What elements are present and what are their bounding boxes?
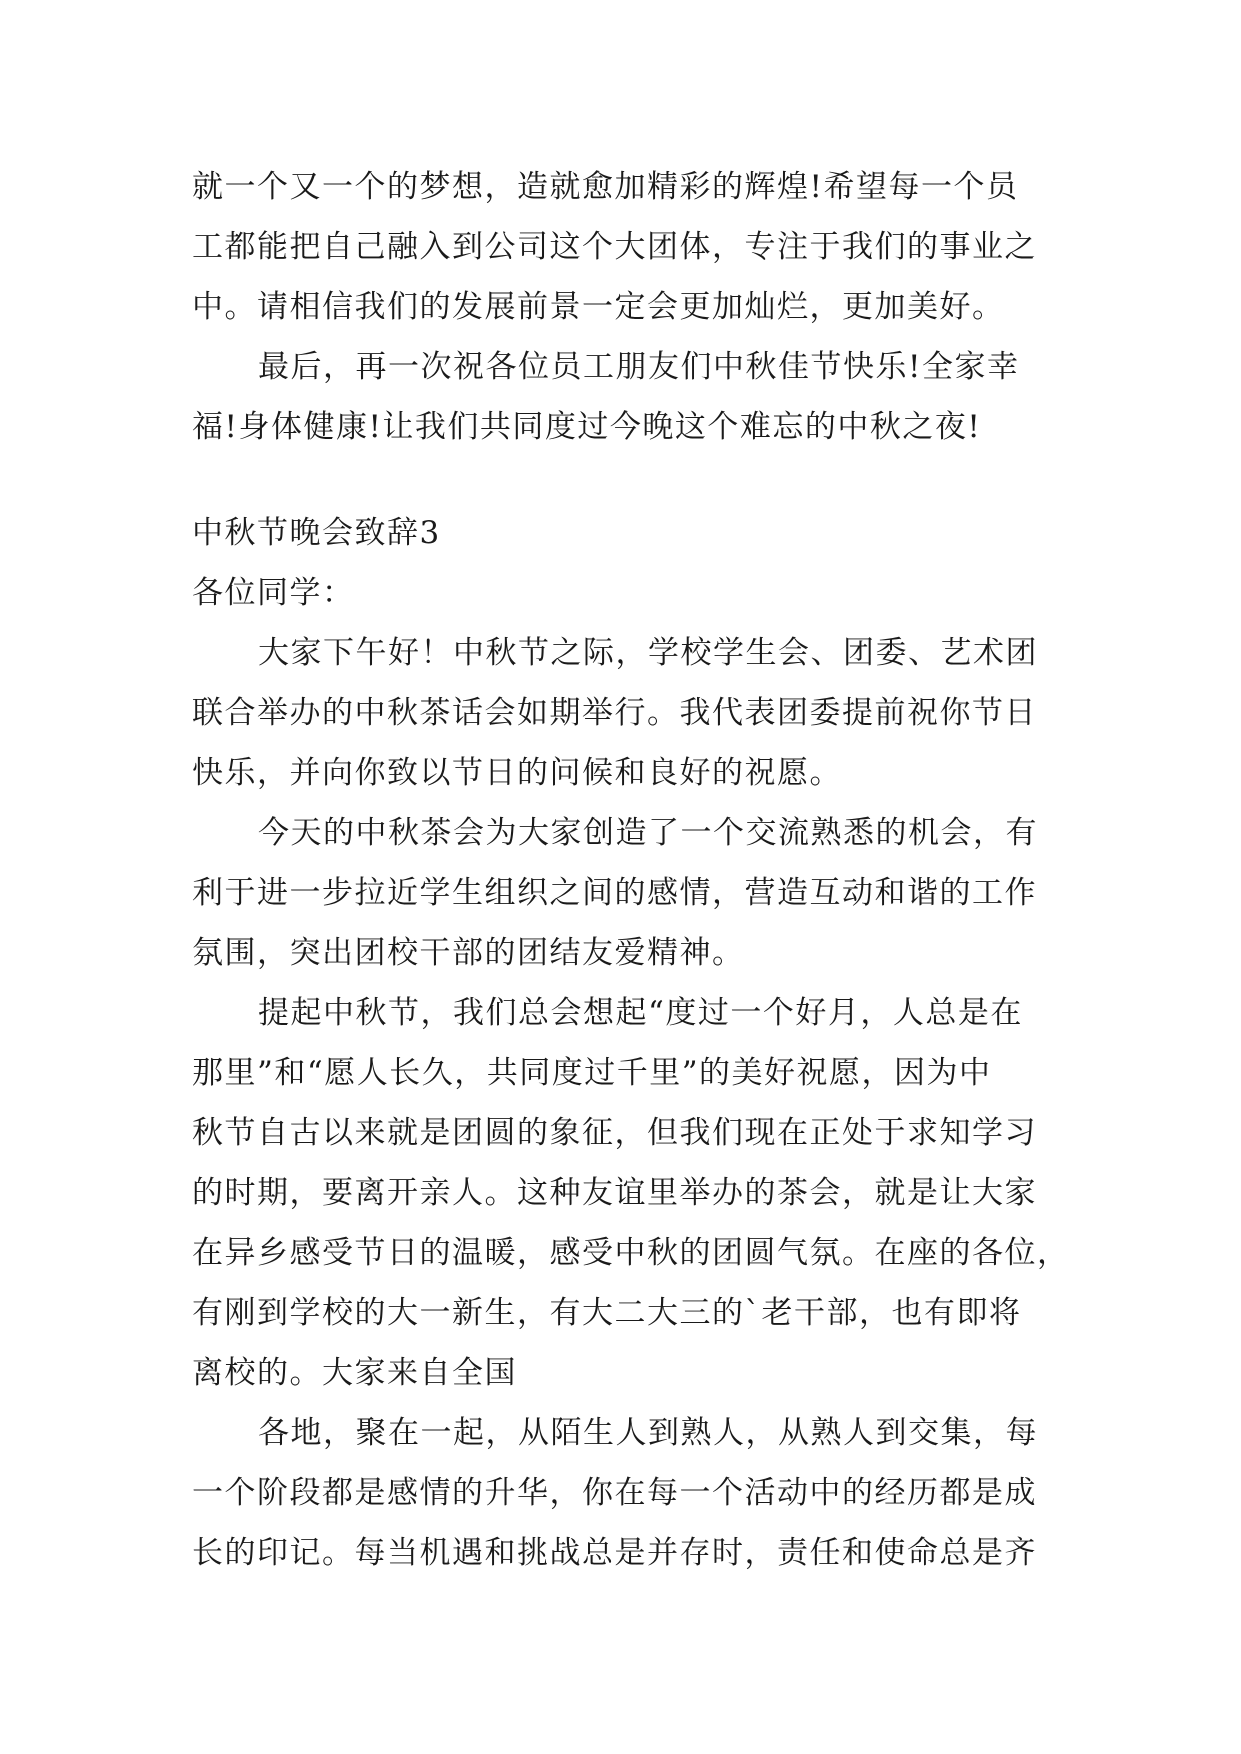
body-text-line: 工都能把自己融入到公司这个大团体，专注于我们的事业之 bbox=[192, 229, 1037, 265]
body-text-line: 有刚到学校的大一新生，有大二大三的`老干部，也有即将 bbox=[192, 1295, 1022, 1331]
body-text-line: 秋节自古以来就是团圆的象征，但我们现在正处于求知学习 bbox=[192, 1115, 1037, 1151]
body-text-line: 福!身体健康!让我们共同度过今晚这个难忘的中秋之夜! bbox=[192, 409, 982, 445]
salutation: 各位同学： bbox=[192, 575, 355, 611]
body-text-line: 的时期，要离开亲人。这种友谊里举办的茶会，就是让大家 bbox=[192, 1175, 1037, 1211]
paragraph-start-line: 最后，再一次祝各位员工朋友们中秋佳节快乐!全家幸 bbox=[258, 349, 1020, 385]
body-text-line: 长的印记。每当机遇和挑战总是并存时，责任和使命总是齐 bbox=[192, 1535, 1037, 1571]
paragraph-start-line: 各地，聚在一起，从陌生人到熟人，从熟人到交集，每 bbox=[258, 1415, 1038, 1451]
paragraph-start-line: 今天的中秋茶会为大家创造了一个交流熟悉的机会，有 bbox=[258, 815, 1038, 851]
body-text-line: 一个阶段都是感情的升华，你在每一个活动中的经历都是成 bbox=[192, 1475, 1037, 1511]
body-text-line: 中。请相信我们的发展前景一定会更加灿烂，更加美好。 bbox=[192, 289, 1005, 325]
body-text-line: 离校的。大家来自全国 bbox=[192, 1355, 517, 1391]
body-text-line: 利于进一步拉近学生组织之间的感情，营造互动和谐的工作 bbox=[192, 875, 1037, 911]
body-text-line: 就一个又一个的梦想，造就愈加精彩的辉煌!希望每一个员 bbox=[192, 169, 1019, 205]
paragraph-start-line: 大家下午好！中秋节之际，学校学生会、团委、艺术团 bbox=[258, 635, 1038, 671]
body-text-line: 联合举办的中秋茶话会如期举行。我代表团委提前祝你节日 bbox=[192, 695, 1037, 731]
section-heading: 中秋节晚会致辞3 bbox=[192, 515, 441, 551]
body-text-line: 那里”和“愿人长久，共同度过千里”的美好祝愿，因为中 bbox=[192, 1055, 992, 1091]
body-text-line: 氛围，突出团校干部的团结友爱精神。 bbox=[192, 935, 745, 971]
body-text-line: 快乐，并向你致以节日的问候和良好的祝愿。 bbox=[192, 755, 842, 791]
body-text-line: 在异乡感受节日的温暖，感受中秋的团圆气氛。在座的各位， bbox=[192, 1235, 1070, 1271]
paragraph-start-line: 提起中秋节，我们总会想起“度过一个好月，人总是在 bbox=[258, 995, 1023, 1031]
